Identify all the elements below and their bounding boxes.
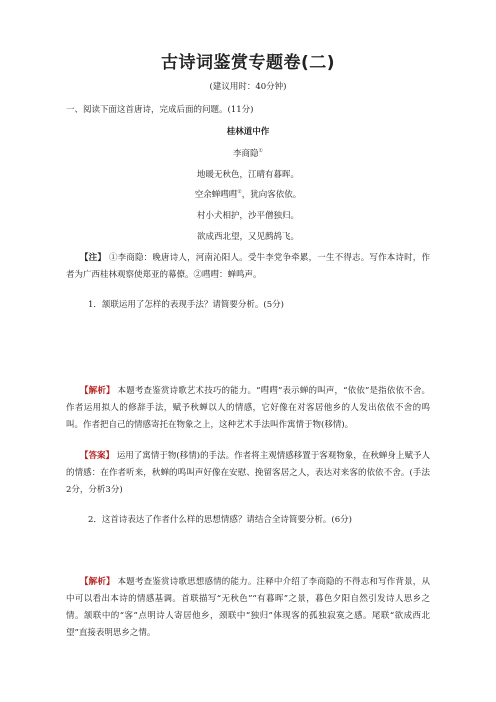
page-title: 古诗词鉴赏专题卷(二)	[160, 53, 336, 73]
poem-line-2b: ，犹向客依依。	[241, 190, 302, 200]
question-2: 2．这首诗表达了作者什么样的思想情感？请结合全诗简要分析。(6分)	[88, 515, 352, 525]
poem-title: 桂林道中作	[226, 127, 270, 137]
analysis-2-text: 本题考查鉴赏诗歌思想感情的能力。注释中介绍了李商隐的不得志和写作背景，从中可以看出本诗的情感基调。首联描写“无秋色”“有暮晖”之景，暮色夕阳自然引发诗人思乡之情。颔联中的“客”点明诗人寄居他乡，颈联中“独归”体现客的孤独寂寞之感。尾联“欲成西北望”直接表明思乡之情。	[66, 577, 430, 638]
analysis-1-tag: 【解析】	[80, 386, 115, 396]
analysis-1	[66, 383, 430, 434]
poem-line-4: 欲成西北望，又见鹧鸪飞。	[196, 232, 299, 242]
answer-1-tag: 【答案】	[80, 451, 115, 461]
time-suggestion: (建议用时：40分钟)	[209, 82, 287, 92]
poem-line-1: 地暖无秋色，江晴有暮晖。	[196, 170, 299, 180]
note-text: ①李商隐：晚唐诗人，河南沁阳人。受牛李党争牵累，一生不得志。写作本诗时，作者为广西桂林观察使郑亚的幕僚。②嘒嘒：蝉鸣声。	[66, 253, 430, 280]
poem-line-2	[0, 188, 496, 200]
analysis-2-tag: 【解析】	[80, 577, 115, 587]
footnote-marker-2: ②	[237, 189, 242, 196]
note-tag: 【注】	[80, 253, 107, 263]
note-block	[66, 250, 430, 284]
footnote-marker-1: ①	[258, 148, 263, 155]
poem-author	[0, 147, 496, 159]
answer-1-text: 运用了寓情于物(移情)的手法。作者将主观情感移置于客观物象，在秋蝉身上赋予人的情感：在作者听来，秋蝉的鸣叫声好像在安慰、挽留客居之人，表达对来客的依依不舍。(手法2分，分析3分)	[66, 451, 430, 495]
poem-line-2a: 空余蝉嘒嘒	[194, 190, 238, 200]
analysis-1-text: 本题考查鉴赏诗歌艺术技巧的能力。“嘒嘒”表示蝉的叫声，“依依”是指依依不舍。作者运用拟人的修辞手法，赋予秋蝉以人的情感，它好像在对客居他乡的人发出依依不舍的鸣叫。作者把自己的情感寄托在物象之上，这种艺术手法叫作寓情于物(移情)。	[66, 386, 431, 430]
poem-line-3: 村小犬相护，沙平僧独归。	[196, 211, 299, 221]
answer-1	[66, 448, 430, 499]
poem-author-name: 李商隐	[233, 149, 259, 159]
question-1: 1．颔联运用了怎样的表现手法？请简要分析。(5分)	[88, 300, 284, 310]
analysis-2	[66, 574, 430, 642]
section-heading: 一、阅读下面这首唐诗，完成后面的问题。(11分)	[66, 105, 254, 115]
